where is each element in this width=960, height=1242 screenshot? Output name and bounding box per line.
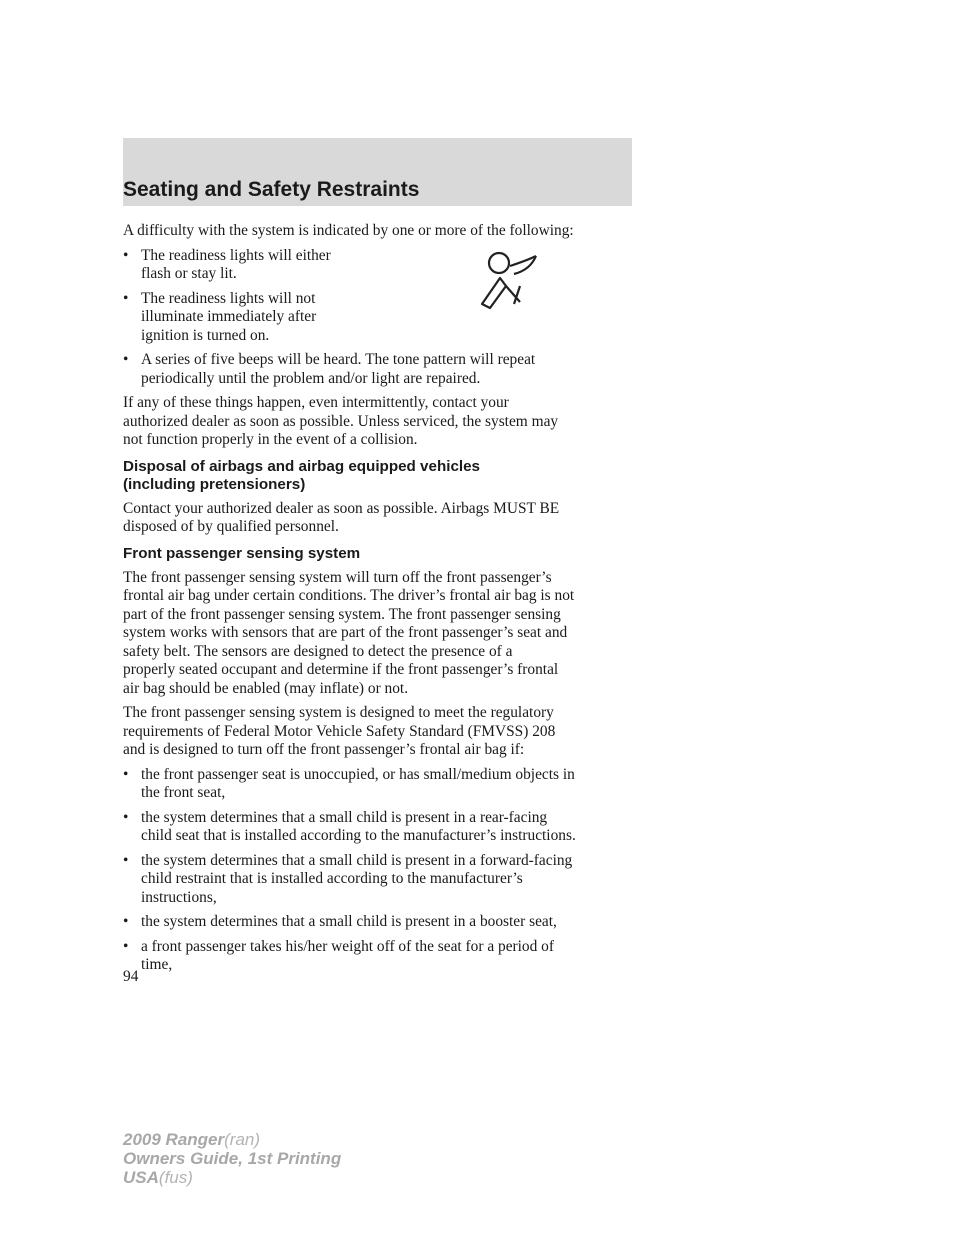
bullet-mark: •: [123, 808, 129, 826]
condition-item: • the system determines that a small child is present in a forward-facing child restraint that is installed according to the manufacturer’s instructions,: [123, 851, 573, 906]
print-footer: 2009 Ranger(ran) Owners Guide, 1st Printing USA(fus): [123, 1130, 342, 1187]
page-content: [123, 222, 638, 981]
sensing-paragraph-2: The front passenger sensing system is designed to meet the regulatory requirements of Federal Motor Vehicle Safety Standard (FMVSS) 208 and is designed to turn off the front passenger’s frontal air bag if:: [123, 704, 556, 758]
intro-text: A difficulty with the system is indicated by one or more of the following:: [123, 222, 574, 239]
bullet-mark: •: [123, 765, 129, 783]
bullet-mark: •: [123, 351, 129, 368]
sensing-heading: Front passenger sensing system: [123, 544, 361, 562]
page-number: 94: [123, 968, 139, 985]
bullet-mark: •: [123, 913, 129, 930]
indicator-item: • A series of five beeps will be heard. The tone pattern will repeat periodically until the problem and/or light are repaired.: [123, 351, 536, 387]
bullet-mark: •: [123, 246, 129, 264]
section-title: Seating and Safety Restraints: [123, 178, 420, 201]
indicator-item: • The readiness lights will either flash or stay lit.: [123, 246, 331, 282]
condition-item: • the system determines that a small child is present in a rear-facing child seat that is installed according to the manufacturer’s instructions.: [123, 808, 576, 844]
bullet-mark: •: [123, 289, 129, 307]
condition-item: • the front passenger seat is unoccupied, or has small/medium objects in the front seat,: [123, 765, 575, 801]
sensing-paragraph-1: The front passenger sensing system will turn off the front passenger’s frontal air bag under certain conditions. The driver’s frontal air bag is not part of the front passenger sensing system. The front passenger sensing system works with sensors that are part of the front passenger’s seat and safety belt. The sensors are designed to detect the presence of a properly seated occupant and determine if the front passenger’s frontal air bag should be enabled (may inflate) or not.: [123, 568, 575, 697]
indicator-item: • The readiness lights will not illuminate immediately after ignition is turned on.: [123, 289, 317, 344]
condition-item: • a front passenger takes his/her weight off of the seat for a period of time,: [123, 937, 554, 973]
condition-item: • the system determines that a small child is present in a booster seat,: [123, 913, 557, 930]
bullet-mark: •: [123, 937, 129, 955]
bullet-mark: •: [123, 851, 129, 869]
disposal-heading: Disposal of airbags and airbag equipped vehicles (including pretensioners): [123, 457, 481, 493]
warning-paragraph: If any of these things happen, even intermittently, contact your authorized dealer as soon as possible. Unless serviced, the system may not function properly in the event of a collision.: [123, 394, 559, 448]
disposal-paragraph: Contact your authorized dealer as soon as possible. Airbags MUST BE disposed of by qualified personnel.: [123, 499, 560, 535]
